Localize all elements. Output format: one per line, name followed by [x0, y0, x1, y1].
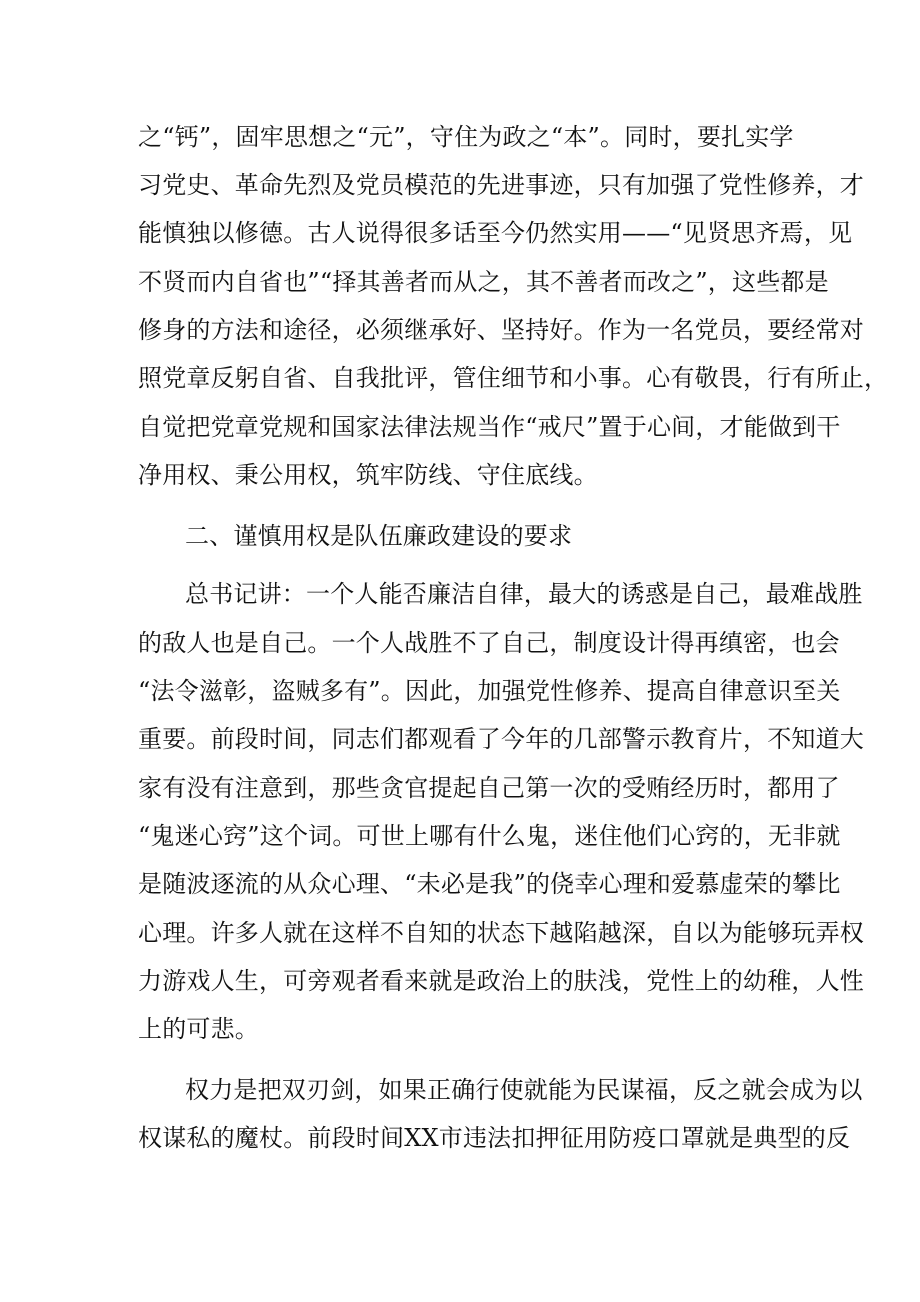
paragraph-line: 是随波逐流的从众心理、“未必是我”的侥幸心理和爱慕虚荣的攀比: [138, 870, 841, 898]
paragraph-line: 总书记讲：一个人能否廉洁自律，最大的诱惑是自己，最难战胜: [185, 580, 863, 608]
paragraph-line: 力游戏人生，可旁观者看来就是政治上的肤浅，党性上的幼稚，人性: [138, 967, 864, 995]
section-heading: 二、谨慎用权是队伍廉政建设的要求: [185, 522, 573, 550]
paragraph-line: 不贤而内自省也”“择其善者而从之，其不善者而改之”，这些都是: [138, 268, 829, 296]
paragraph-line: 重要。前段时间，同志们都观看了今年的几部警示教育片，不知道大: [138, 725, 864, 753]
paragraph-line: 权谋私的魔杖。前段时间XX市违法扣押征用防疫口罩就是典型的反: [138, 1124, 851, 1152]
paragraph-line: 能慎独以修德。古人说得很多话至今仍然实用——“见贤思齐焉，见: [138, 219, 853, 247]
paragraph-line: “鬼迷心窍”这个词。可世上哪有什么鬼，迷住他们心窍的，无非就: [138, 822, 841, 850]
paragraph-line: 权力是把双刃剑，如果正确行使就能为民谋福，反之就会成为以: [185, 1076, 863, 1104]
paragraph-line: 修身的方法和途径，必须继承好、坚持好。作为一名党员，要经常对: [138, 316, 864, 344]
paragraph-line: 净用权、秉公用权，筑牢防线、守住底线。: [138, 461, 598, 489]
paragraph-line: 自觉把党章党规和国家法律法规当作“戒尺”置于心间，才能做到干: [138, 413, 841, 441]
paragraph-line: 的敌人也是自己。一个人战胜不了自己，制度设计得再缜密，也会: [138, 629, 840, 657]
paragraph-line: 之“钙”，固牢思想之“元”，守住为政之“本”。同时，要扎实学: [138, 123, 794, 151]
paragraph-line: 心理。许多人就在这样不自知的状态下越陷越深，自以为能够玩弄权: [138, 919, 864, 947]
paragraph-line: 习党史、革命先烈及党员模范的先进事迹，只有加强了党性修养，才: [138, 171, 864, 199]
paragraph-line: 上的可悲。: [138, 1015, 259, 1043]
paragraph-line: 家有没有注意到，那些贪官提起自己第一次的受贿经历时，都用了: [138, 774, 840, 802]
paragraph-line: 照党章反躬自省、自我批评，管住细节和小事。心有敬畏，行有所止，: [138, 364, 889, 392]
paragraph-line: “法令滋彰，盗贼多有”。因此，加强党性修养、提高自律意识至关: [138, 677, 841, 705]
